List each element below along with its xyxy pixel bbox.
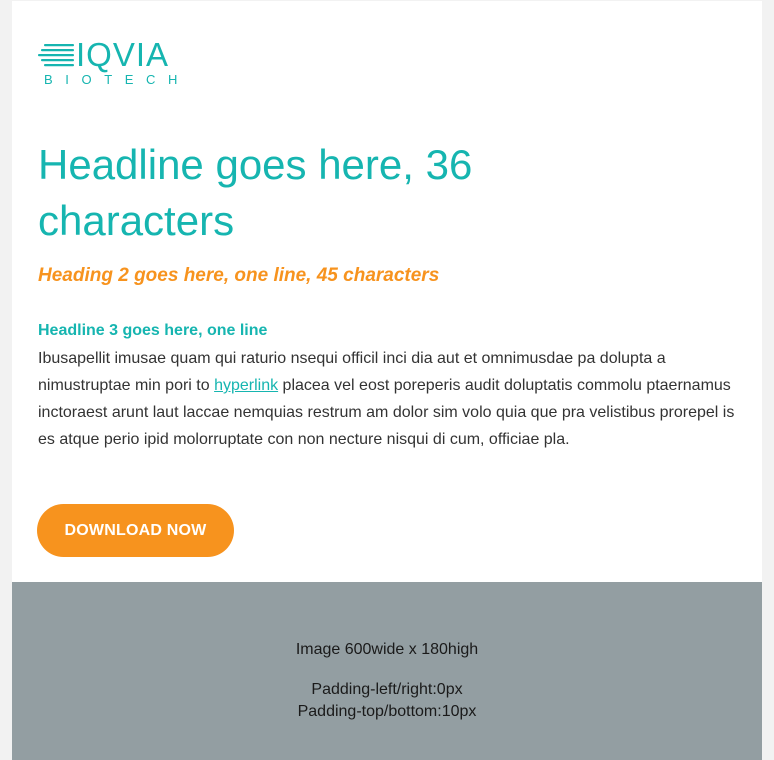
- headline-3: Headline 3 goes here, one line: [38, 322, 268, 339]
- download-now-button[interactable]: DOWNLOAD NOW: [37, 504, 234, 557]
- logo-subtitle: BIOTECH: [44, 72, 190, 87]
- body-text-start: Ibusapellit imusae quam qui raturio nsequi officil inci dia aut et omnimusdae pa dolupta a nimustruptae min pori to: [38, 350, 666, 394]
- image-size-label: Image 600wide x 180high: [295, 641, 479, 658]
- body-hyperlink[interactable]: hyperlink: [214, 377, 279, 394]
- email-card: [12, 1, 762, 760]
- padding-left-right-label: Padding-left/right:0px: [311, 681, 463, 698]
- headline-2: Heading 2 goes here, one line, 45 characters: [38, 265, 440, 286]
- iqvia-biotech-logo: [38, 36, 198, 91]
- body-paragraph: [38, 345, 754, 453]
- body-text-end: placea vel eost poreperis audit doluptatis commolu ptaernamus inctoraest arunt laut laccae nemquias restrum am dolor sim volo quia que pra velistibus prorepel is es atque perio ipid molorruptate con non necture nisqui di cum, officiae pla.: [38, 377, 735, 448]
- padding-top-bottom-label: Padding-top/bottom:10px: [297, 703, 477, 720]
- logo-wordmark: IQVIA: [76, 36, 170, 73]
- speed-lines-icon: [38, 42, 78, 68]
- headline-1: Headline goes here, 36 characters: [38, 141, 473, 244]
- image-placeholder: [12, 582, 762, 760]
